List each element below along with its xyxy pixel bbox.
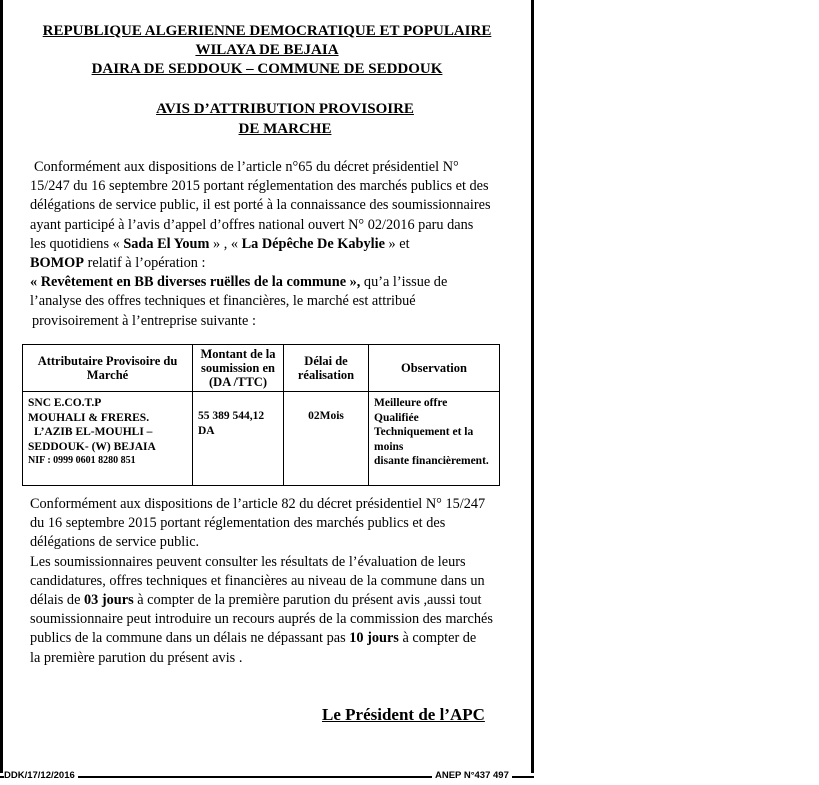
table-header-row: [23, 345, 500, 392]
closing-line: la première parution du présent avis .: [30, 649, 243, 666]
header-delai: Délai de réalisation: [284, 345, 369, 392]
header-montant: Montant de la soumission en (DA /TTC): [193, 345, 284, 392]
intro-line: les quotidiens « Sada El Youm » , « La Dépêche De Kabylie » et: [30, 235, 410, 252]
newspaper-sada: Sada El Youm: [123, 235, 210, 252]
intro-line: l’analyse des offres techniques et financières, le marché est attribué: [30, 293, 416, 310]
header-observation: Observation: [369, 345, 500, 392]
nif-number: NIF : 0999 0601 8280 851: [28, 455, 136, 466]
closing-line: délégations de service public.: [30, 534, 200, 551]
intro-line: délégations de service public, il est porté à la connaissance des soumissionnaires: [30, 197, 491, 214]
notice-title-line2: DE MARCHE: [238, 121, 332, 137]
intro-line: « Revêtement en BB diverses ruëlles de la commune », qu’a l’issue de: [30, 274, 448, 291]
delay-10-jours: 10 jours: [349, 630, 399, 647]
intro-line: provisoirement à l’entreprise suivante :: [32, 312, 256, 329]
award-table: [22, 344, 500, 486]
intro-line: ayant participé à l’avis d’appel d’offres national ouvert N° 02/2016 paru dans: [30, 216, 474, 233]
signature: Le Président de l’APC: [322, 705, 485, 724]
header-attributaire: Attributaire Provisoire du Marché: [23, 345, 193, 392]
delay-03-jours: 03 jours: [84, 592, 134, 609]
closing-line: candidatures, offres techniques et financières au niveau de la commune dans un: [30, 572, 485, 589]
newspaper-depeche: La Dépêche De Kabylie: [241, 235, 385, 252]
footer-publication-ref: DDK/17/12/2016: [4, 769, 78, 783]
bomop: BOMOP: [30, 255, 85, 272]
intro-paragraph: [30, 158, 500, 331]
cell-company: SNC E.CO.T.P MOUHALI & FRERES. L’AZIB EL-MOUHLI – SEDDOUK- (W) BEJAIA NIF : 0999 0601 8280 851: [23, 392, 193, 486]
intro-line: Conformément aux dispositions de l’article n°65 du décret présidentiel N°: [34, 159, 459, 175]
closing-line: Les soumissionnaires peuvent consulter les résultats de l’évaluation de leurs: [30, 553, 466, 570]
footer-anep-number: ANEP N°437 497: [432, 769, 512, 783]
closing-line: publics de la commune dans un délais ne dépassant pas 10 jours à compter de: [30, 630, 477, 647]
header-republic: REPUBLIQUE ALGERIENNE DEMOCRATIQUE ET POPULAIRE: [42, 23, 492, 39]
closing-line: Conformément aux dispositions de l’article 82 du décret présidentiel N° 15/247: [30, 496, 486, 512]
intro-line: 15/247 du 16 septembre 2015 portant réglementation des marchés publics et des: [30, 178, 489, 195]
notice-title: AVIS D’ATTRIBUTION PROVISOIRE: [156, 101, 414, 117]
header-daira: DAIRA DE SEDDOUK – COMMUNE DE SEDDOUK: [91, 61, 443, 77]
intro-line: BOMOP relatif à l’opération :: [30, 255, 206, 272]
closing-line: délais de 03 jours à compter de la première parution du présent avis ,aussi tout: [30, 592, 482, 609]
operation-name: « Revêtement en BB diverses ruëlles de la commune »,: [30, 274, 361, 291]
closing-paragraph: [30, 495, 500, 668]
closing-line: soumissionnaire peut introduire un recours auprés de la commission des marchés: [30, 611, 493, 628]
cell-observation: Meilleure offre Qualifiée Techniquement et la moins disante financièrement.: [369, 392, 500, 486]
header-wilaya: WILAYA DE BEJAIA: [195, 42, 339, 58]
table-row: [23, 392, 500, 486]
cell-delay: 02Mois: [284, 392, 369, 486]
closing-line: du 16 septembre 2015 portant réglementation des marchés publics et des: [30, 515, 446, 532]
cell-amount: 55 389 544,12 DA: [193, 392, 284, 486]
